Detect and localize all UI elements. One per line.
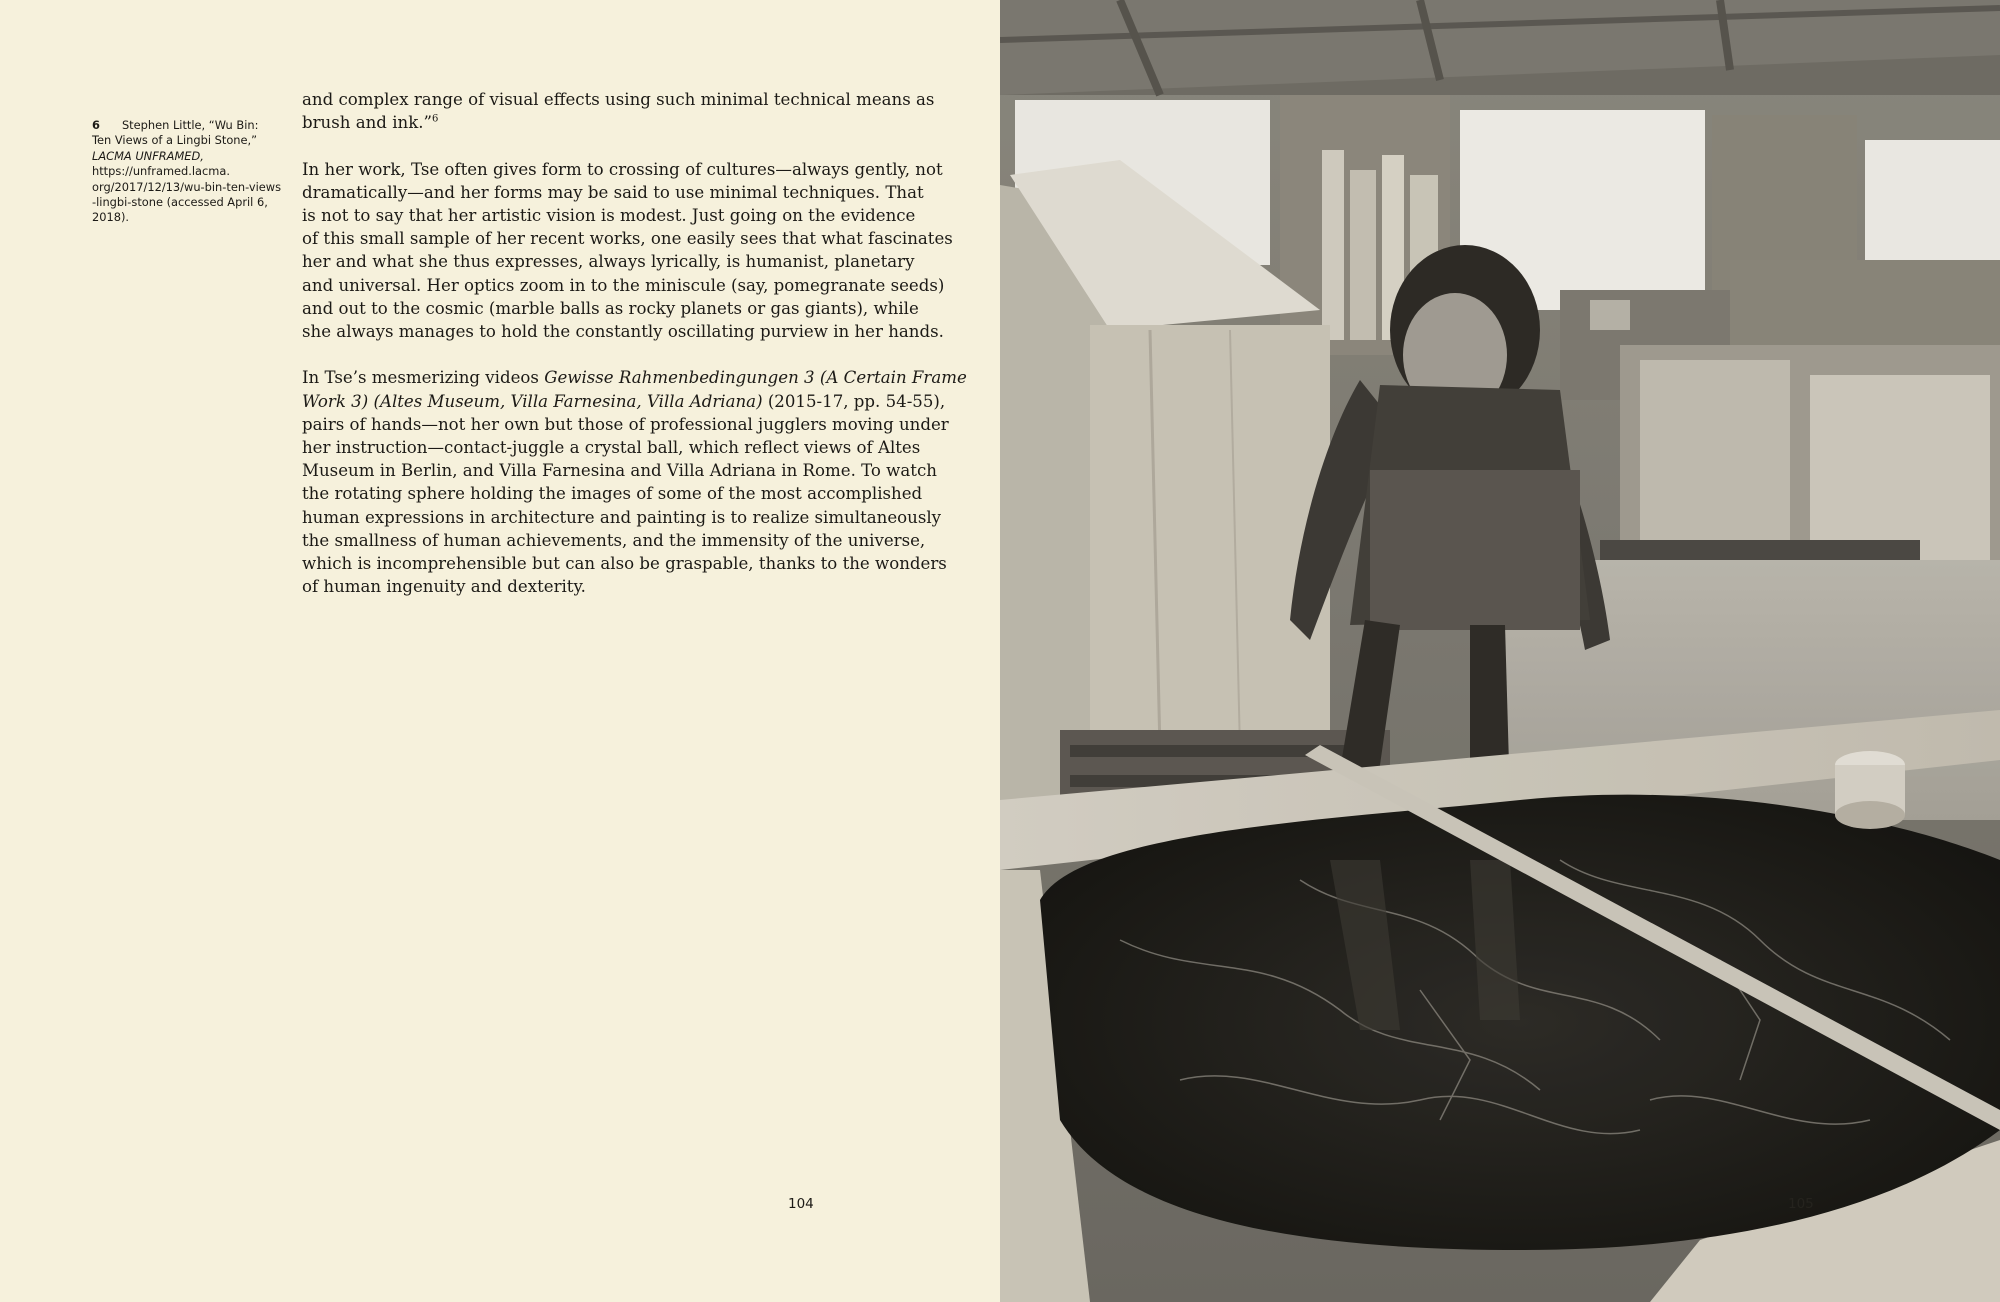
page-number-right: 105 [1788,1196,1814,1212]
text-line: the smallness of human achievements, and the immensity of the universe, [302,530,926,550]
text-line: the rotating sphere holding the images of some of the most accomplished [302,484,923,504]
text-line: of this small sample of her recent works, one easily sees that what fascinates [302,229,953,249]
workshop-photograph [1000,0,2000,1302]
text-line: she always manages to hold the constantly oscillating purview in her hands. [302,322,944,342]
text-span: (2015-17, pp. 54-55), [762,391,946,411]
text-line: and universal. Her optics zoom in to the miniscule (say, pomegranate seeds) [302,275,945,295]
text-span: In Tse’s mesmerizing videos [302,368,545,388]
text-line [302,366,967,389]
footnote-url: org/2017/12/13/wu-bin-ten-views [92,179,282,194]
footnote-url: -lingbi-stone (accessed April 6, [92,195,268,210]
text-line: Museum in Berlin, and Villa Farnesina and Villa Adriana in Rome. To watch [302,461,937,481]
text-line: of human ingenuity and dexterity. [302,577,586,597]
footnote-source: LACMA UNFRAMED, [92,148,204,163]
artwork-title: Work 3) (Altes Museum, Villa Farnesina, Villa Adriana) [302,391,763,411]
text-line: her instruction—contact-juggle a crystal ball, which reflect views of Altes [302,438,921,458]
footnote-text: Stephen Little, “Wu Bin: [121,118,259,132]
text-line: and complex range of visual effects using such minimal technical means as [302,90,935,109]
text-line: In her work, Tse often gives form to crossing of cultures—always gently, not [302,159,943,179]
page-number-left: 104 [788,1196,814,1212]
right-page [1000,0,2000,1302]
footnote-reference: 6 [432,113,439,125]
footnote-line [92,118,262,133]
artwork-title: Gewisse Rahmenbedingungen 3 (A Certain Frame [544,368,967,388]
paragraph-1 [302,88,942,134]
text-line: human expressions in architecture and painting is to realize simultaneously [302,507,942,527]
text-line [302,111,942,134]
text-line: her and what she thus expresses, always lyrically, is humanist, planetary [302,252,915,272]
footnote-url: https://unframed.lacma. [92,164,231,179]
text-line: pairs of hands—not her own but those of professional jugglers moving under [302,414,949,434]
text-span: brush and ink.” [302,113,433,133]
text-line: dramatically—and her forms may be said to use minimal techniques. That [302,182,924,202]
text-line: is not to say that her artistic vision is modest. Just going on the evidence [302,206,916,225]
paragraph-3 [302,366,967,598]
footnote [92,118,282,226]
text-line: which is incomprehensible but can also be graspable, thanks to the wonders [302,554,947,574]
text-line: and out to the cosmic (marble balls as rocky planets or gas giants), while [302,298,919,318]
text-line [302,390,946,413]
footnote-date: 2018). [92,210,130,225]
footnote-line: Ten Views of a Lingbi Stone,” [92,133,258,148]
paragraph-2 [302,158,953,344]
body-text [302,88,967,622]
footnote-number: 6 [92,118,100,132]
